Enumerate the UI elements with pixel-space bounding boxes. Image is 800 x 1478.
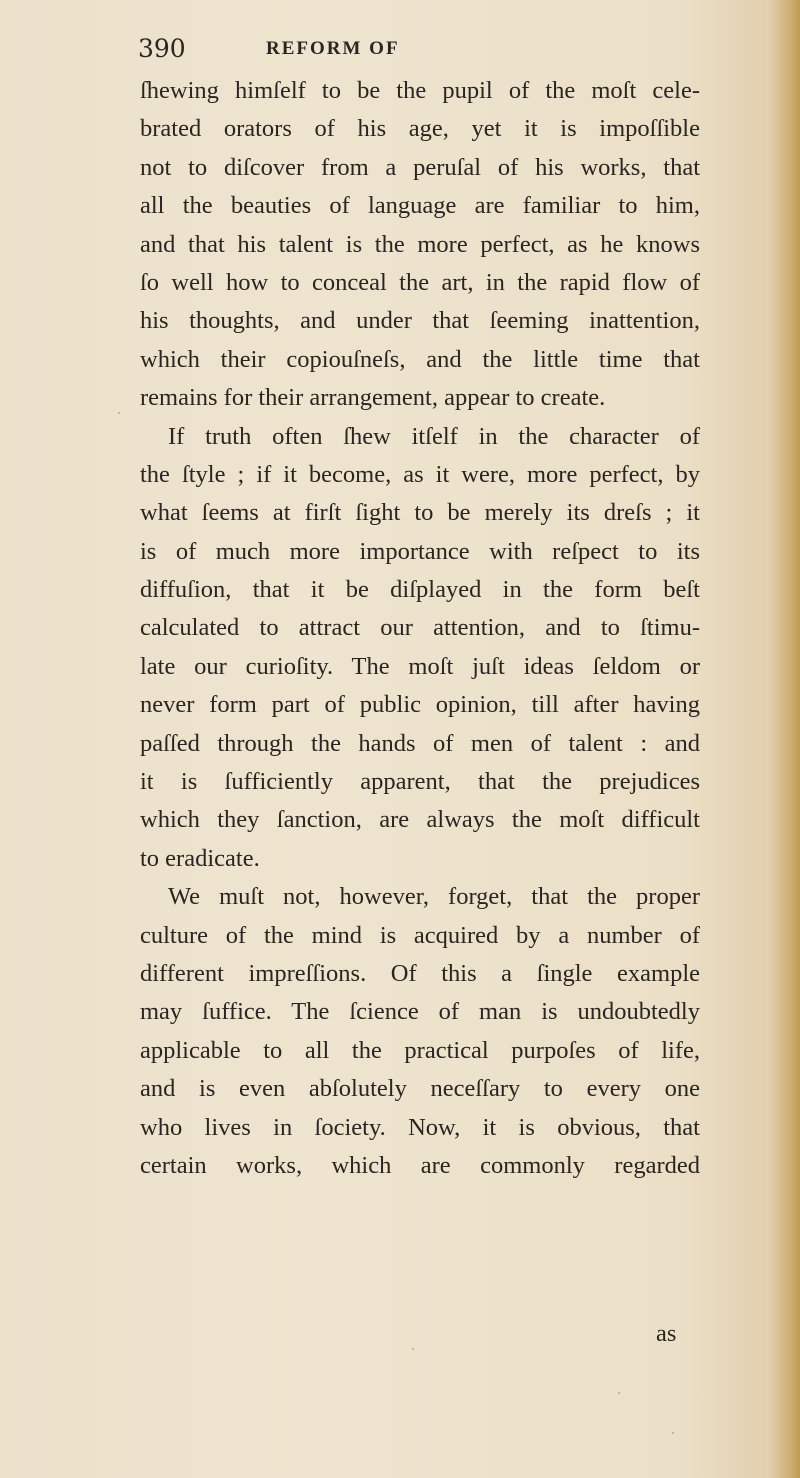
text-line: who lives in ſociety. Now, it is obvious, that [140,1113,700,1141]
text-line: We muſt not, however, forget, that the proper [168,883,700,911]
text-line: different impreſſions. Of this a ſingle example [140,959,700,987]
text-line: it is ſufficiently apparent, that the prejudices [140,768,700,796]
catchword: as [656,1320,677,1347]
text-line: which they ſanction, are always the moſt difficult [140,806,700,834]
text-line: applicable to all the practical purpoſes of life, [140,1036,700,1064]
paper-speck [118,412,120,414]
text-line: diffuſion, that it be diſplayed in the form beſt [140,576,700,604]
page-header [138,34,698,64]
text-line: what ſeems at firſt ſight to be merely its dreſs ; it [140,499,700,527]
text-line: his thoughts, and under that ſeeming inattention, [140,307,700,335]
text-line: certain works, which are commonly regarded [140,1151,700,1179]
text-line: and is even abſolutely neceſſary to every one [140,1075,700,1103]
paper-speck [618,1392,620,1394]
paper-speck [412,1348,414,1350]
text-line: calculated to attract our attention, and to ſtimu- [140,614,700,642]
text-line: to eradicate. [140,844,260,872]
text-line: never form part of public opinion, till after having [140,691,700,719]
page-number: 390 [138,34,186,63]
text-line: paſſed through the hands of men of talent : and [140,729,700,757]
text-line: ſhewing himſelf to be the pupil of the moſt cele- [140,77,700,104]
running-head: REFORM OF [266,38,400,59]
text-line: If truth often ſhew itſelf in the character of [168,422,700,450]
text-line: late our curioſity. The moſt juſt ideas ſeldom or [140,652,700,680]
text-line: remains for their arrangement, appear to create. [140,384,606,412]
text-line: all the beauties of language are familiar to him, [140,192,700,220]
text-line: and that his talent is the more perfect, as he knows [140,230,700,258]
text-line: ſo well how to conceal the art, in the rapid flow of [140,268,700,296]
text-line: brated orators of his age, yet it is impoſſible [140,115,700,143]
paper-speck [672,1432,674,1434]
text-line: the ſtyle ; if it become, as it were, more perfect, by [140,460,700,488]
page-edge-shadow [778,0,800,1478]
text-line: not to diſcover from a peruſal of his works, that [140,153,700,181]
text-line: culture of the mind is acquired by a number of [140,921,700,949]
text-line: which their copiouſneſs, and the little time that [140,345,700,373]
text-line: is of much more importance with reſpect to its [140,537,700,565]
body-text [140,72,700,1185]
text-line: may ſuffice. The ſcience of man is undoubtedly [140,998,700,1026]
